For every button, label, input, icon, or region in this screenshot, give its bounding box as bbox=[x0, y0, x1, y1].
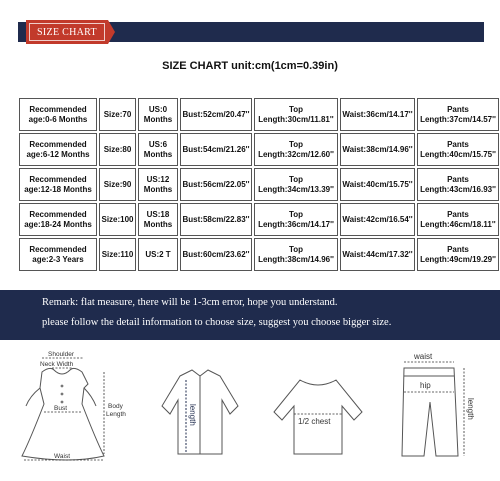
size-table-cell: US:12 Months bbox=[138, 168, 178, 201]
pants-waist-label: waist bbox=[414, 352, 433, 361]
size-table-cell: Bust:56cm/22.05'' bbox=[180, 168, 252, 201]
size-table-cell: Recommended age:0-6 Months bbox=[19, 98, 97, 131]
size-table-cell: Waist:38cm/14.96'' bbox=[340, 133, 415, 166]
size-table-cell: Top Length:32cm/12.60'' bbox=[254, 133, 338, 166]
size-table-cell: Recommended age:2-3 Years bbox=[19, 238, 97, 271]
size-table-row bbox=[19, 168, 499, 201]
size-table-cell: Top Length:30cm/11.81'' bbox=[254, 98, 338, 131]
size-table-cell: Size:100 bbox=[99, 203, 136, 236]
size-table-cell: Bust:58cm/22.83'' bbox=[180, 203, 252, 236]
size-table-row bbox=[19, 203, 499, 236]
size-table-cell: Bust:60cm/23.62'' bbox=[180, 238, 252, 271]
size-chart-tag-label: SIZE CHART bbox=[37, 26, 97, 38]
dress-sleeve-left bbox=[26, 388, 40, 406]
size-table-cell: Waist:40cm/15.75'' bbox=[340, 168, 415, 201]
shirt-diagram bbox=[140, 344, 258, 481]
size-table-cell: Pants Length:40cm/15.75'' bbox=[417, 133, 499, 166]
dress-buttons bbox=[61, 385, 64, 404]
remark-band bbox=[0, 290, 500, 340]
remark-line-1: Remark: flat measure, there will be 1-3cm error, hope you understand. bbox=[42, 297, 338, 308]
body-length-label-line-2: Length bbox=[106, 411, 126, 418]
size-table-cell: Top Length:34cm/13.39'' bbox=[254, 168, 338, 201]
waist-label: Waist bbox=[54, 453, 71, 460]
sweater-diagram bbox=[258, 344, 380, 481]
size-table-cell: Bust:52cm/20.47'' bbox=[180, 98, 252, 131]
size-table-cell: Size:90 bbox=[99, 168, 136, 201]
size-table-cell: Waist:36cm/14.17'' bbox=[340, 98, 415, 131]
size-table-row bbox=[19, 98, 499, 131]
measurement-diagrams bbox=[0, 344, 500, 481]
bust-label: Bust bbox=[54, 405, 68, 412]
shoulder-label: Shoulder bbox=[48, 351, 75, 358]
size-table-cell: Waist:42cm/16.54'' bbox=[340, 203, 415, 236]
size-table-cell: US:0 Months bbox=[138, 98, 178, 131]
size-table-cell: Recommended age:6-12 Months bbox=[19, 133, 97, 166]
dress-sleeve-right bbox=[84, 388, 96, 406]
chart-title: SIZE CHART unit:cm(1cm=0.39in) bbox=[162, 60, 338, 72]
remark-line-2: please follow the detail information to choose size, suggest you choose bigger size. bbox=[42, 317, 392, 328]
size-table bbox=[17, 96, 500, 273]
size-table-cell: Size:80 bbox=[99, 133, 136, 166]
body-length-label-line-1: Body bbox=[108, 403, 123, 410]
size-table-cell: Pants Length:37cm/14.57'' bbox=[417, 98, 499, 131]
size-table-cell: Pants Length:43cm/16.93'' bbox=[417, 168, 499, 201]
neck-width-label: Neck Width bbox=[40, 361, 74, 368]
pants-length-label: length bbox=[466, 398, 475, 420]
size-table-row bbox=[19, 238, 499, 271]
size-table-cell: US:18 Months bbox=[138, 203, 178, 236]
size-table-body bbox=[19, 98, 499, 271]
size-table-cell: Size:110 bbox=[99, 238, 136, 271]
size-table-cell: Size:70 bbox=[99, 98, 136, 131]
size-table-cell: Recommended age:12-18 Months bbox=[19, 168, 97, 201]
size-table-cell: Waist:44cm/17.32'' bbox=[340, 238, 415, 271]
pants-diagram bbox=[380, 344, 500, 481]
size-table-cell: Bust:54cm/21.26'' bbox=[180, 133, 252, 166]
dress-diagram bbox=[0, 344, 140, 481]
pants-hip-label: hip bbox=[420, 381, 431, 390]
dress-outline bbox=[22, 368, 104, 460]
size-chart-tag bbox=[26, 20, 108, 44]
size-chart-banner bbox=[0, 20, 500, 44]
size-table-cell: Pants Length:49cm/19.29'' bbox=[417, 238, 499, 271]
size-table-cell: Top Length:38cm/14.96'' bbox=[254, 238, 338, 271]
size-table-cell: Recommended age:18-24 Months bbox=[19, 203, 97, 236]
size-table-cell: US:6 Months bbox=[138, 133, 178, 166]
size-table-cell: Top Length:36cm/14.17'' bbox=[254, 203, 338, 236]
size-table-cell: Pants Length:46cm/18.11'' bbox=[417, 203, 499, 236]
size-table-row bbox=[19, 133, 499, 166]
chest-label: 1/2 chest bbox=[298, 417, 331, 426]
shirt-length-label: length bbox=[188, 404, 197, 426]
size-table-cell: US:2 T bbox=[138, 238, 178, 271]
